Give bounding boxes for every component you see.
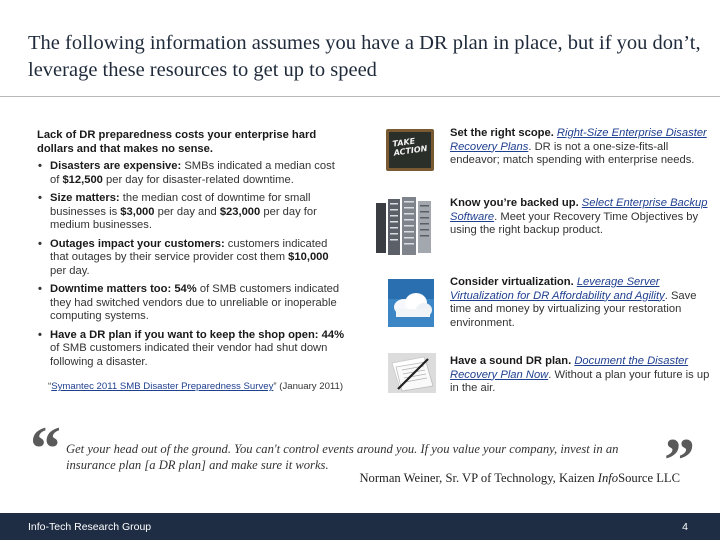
resource-link[interactable]: Document the Disaster Recovery Plan Now: [450, 355, 689, 381]
bullet-text: per day for medium businesses.: [50, 205, 317, 231]
footer-brand: Info-Tech Research Group: [28, 521, 152, 533]
resource-item: [450, 276, 712, 330]
author-name: Norman Weiner, Sr. VP of Technology, Kaizen: [359, 471, 598, 485]
footer-bar: [0, 513, 720, 540]
page-number: 4: [682, 521, 688, 533]
server-rack-icon: [373, 195, 435, 257]
resource-text: . Without a plan your future is up in the air.: [450, 368, 710, 394]
resource-heading: Consider virtualization.: [450, 276, 574, 288]
bullet-icon: •: [38, 283, 42, 295]
bullet-text: SMBs indicated a median cost of: [50, 160, 335, 186]
bullet-text: the median cost of downtime for small businesses is: [50, 192, 311, 218]
author-company-rest: Source LLC: [618, 471, 680, 485]
bullet-text: customers indicated that outages by their service provider cost them: [50, 237, 328, 263]
bullet-icon: •: [38, 160, 42, 172]
bullet-heading: Disasters are expensive:: [50, 160, 182, 172]
resource-heading: Set the right scope.: [450, 127, 554, 139]
resource-item: [450, 355, 712, 396]
bullet-heading: Outages impact your customers:: [50, 237, 225, 250]
resource-heading: Have a sound DR plan.: [450, 355, 572, 367]
resource-link[interactable]: Right-Size Enterprise Disaster Recovery Plans: [450, 127, 707, 153]
bullet-heading: Size matters:: [50, 192, 120, 204]
source-suffix: ” (January 2011): [273, 381, 344, 392]
bullet-figure: $3,000: [120, 205, 155, 218]
resource-heading: Know you’re backed up.: [450, 197, 579, 209]
bullet-text: of SMB customers indicated their vendor had shut down following a disaster.: [50, 342, 328, 368]
source-citation: [37, 381, 347, 394]
left-column: [37, 129, 347, 394]
bullet-figure: $10,000: [288, 251, 329, 263]
list-item: [37, 160, 347, 187]
bullet-text: per day for disaster-related downtime.: [102, 173, 294, 186]
bullet-figure: $12,500: [62, 173, 103, 186]
resource-text: . Save time and money by virtualizing your restoration environment.: [450, 289, 697, 329]
list-item: [37, 192, 347, 233]
list-item: [37, 238, 347, 279]
document-pen-icon: [388, 353, 436, 393]
resource-text: . Meet your Recovery Time Objectives by using the right backup product.: [450, 210, 699, 236]
slide-title: The following information assumes you have a DR plan in place, but if you don’t, leverage these resources to get up to speed: [28, 32, 701, 81]
chalkboard-icon: [386, 129, 434, 171]
author-company-italic: Info: [597, 471, 619, 485]
list-item: [37, 283, 347, 324]
bullet-icon: •: [38, 237, 42, 250]
cloud-icon: [388, 279, 434, 327]
bullet-figure: 54%: [174, 283, 197, 295]
bullet-figure: 44%: [321, 328, 345, 341]
bullet-figure: $23,000: [219, 205, 261, 218]
resource-text: . DR is not a one-size-fits-all endeavor; match spending with enterprise needs.: [450, 140, 695, 166]
bullet-heading: Downtime matters too:: [50, 283, 172, 295]
chalkboard-text: TAKE ACTION: [391, 136, 428, 158]
close-quote-icon: ”: [664, 427, 695, 495]
resource-link[interactable]: Select Enterprise Backup Software: [450, 197, 708, 223]
bullet-icon: •: [38, 328, 42, 341]
quote-text: Get your head out of the ground. You can't control events around you. If you value your company, invest in an insurance plan [a DR plan] and make sure it works.: [66, 442, 619, 472]
resource-item: [450, 197, 712, 238]
statistics-list: [37, 160, 347, 369]
open-quote-icon: “: [30, 415, 61, 483]
bullet-text: per day.: [50, 264, 90, 277]
bullet-text: per day and: [154, 205, 220, 218]
resource-link[interactable]: Leverage Server Virtualization for DR Affordability and Agility: [450, 276, 665, 302]
quote-author: [300, 471, 680, 486]
intro-text: Lack of DR preparedness costs your enterprise hard dollars and that makes no sense.: [37, 129, 317, 155]
bullet-text: of SMB customers indicated they had switched vendors due to unreliable or inoperable computing systems.: [50, 283, 340, 322]
resource-item: [450, 127, 712, 168]
source-prefix: “: [48, 381, 52, 392]
source-link[interactable]: Symantec 2011 SMB Disaster Preparedness Survey: [51, 381, 274, 392]
title-divider: [0, 96, 720, 97]
list-item: [37, 329, 347, 370]
bullet-icon: •: [38, 192, 42, 204]
bullet-heading: Have a DR plan if you want to keep the shop open:: [50, 328, 319, 341]
